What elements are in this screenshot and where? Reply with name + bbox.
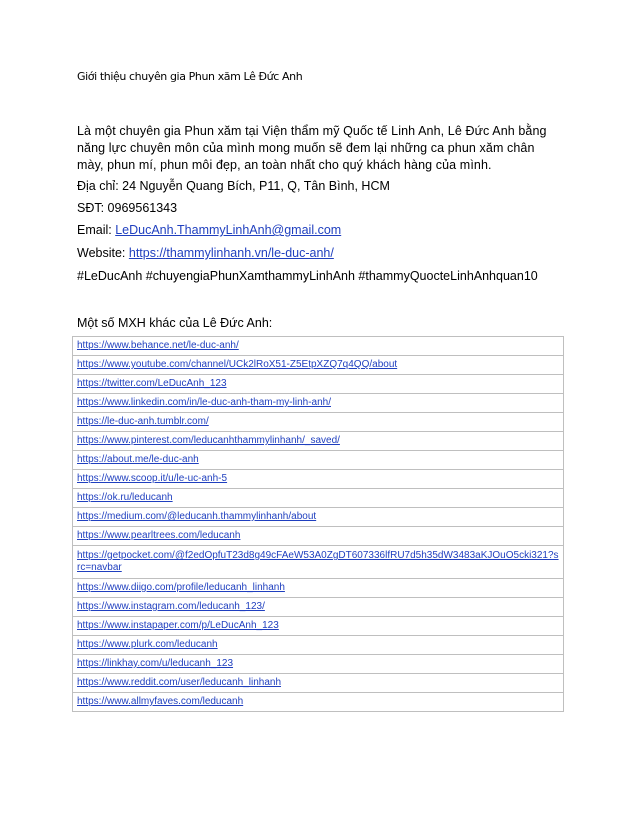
table-row <box>73 508 564 527</box>
email-line <box>77 223 341 237</box>
email-link[interactable]: LeDucAnh.ThammyLinhAnh@gmail.com <box>115 223 342 237</box>
social-link[interactable]: https://medium.com/@leducanh.thammylinhanh/about <box>73 508 564 527</box>
table-row <box>73 636 564 655</box>
social-link[interactable]: https://www.reddit.com/user/leducanh_linhanh <box>73 674 564 693</box>
website-link[interactable]: https://thammylinhanh.vn/le-duc-anh/ <box>128 246 334 260</box>
table-row <box>73 413 564 432</box>
table-row <box>73 375 564 394</box>
document-title: Giới thiệu chuyên gia Phun xăm Lê Đức Anh <box>77 70 303 83</box>
social-link[interactable]: https://www.pearltrees.com/leducanh <box>73 527 564 546</box>
table-row <box>73 579 564 598</box>
social-link[interactable]: https://www.linkedin.com/in/le-duc-anh-tham-my-linh-anh/ <box>73 394 564 413</box>
email-label: Email: <box>77 223 116 237</box>
intro-paragraph: Là một chuyên gia Phun xăm tại Viện thẩm mỹ Quốc tế Linh Anh, Lê Đức Anh bằng năng lực chuyên môn của mình mong muốn sẽ đem lại những ca phun xăm chân mày, phun mí, phun môi đẹp, an toàn nhất cho quý khách hàng của mình. <box>77 124 547 172</box>
social-link[interactable]: https://www.plurk.com/leducanh <box>73 636 564 655</box>
social-link[interactable]: https://getpocket.com/@f2edOpfuT23d8g49cFAeW53A0ZgDT607336lfRU7d5h35dW3483aKJOuO5cki321?src=navbar <box>73 546 564 579</box>
table-row <box>73 394 564 413</box>
social-links-table <box>72 336 564 712</box>
social-link[interactable]: https://twitter.com/LeDucAnh_123 <box>73 375 564 394</box>
table-row <box>73 489 564 508</box>
social-link[interactable]: https://www.instapaper.com/p/LeDucAnh_123 <box>73 617 564 636</box>
table-row <box>73 451 564 470</box>
table-row <box>73 598 564 617</box>
table-row <box>73 527 564 546</box>
table-row <box>73 546 564 579</box>
table-row <box>73 674 564 693</box>
social-link[interactable]: https://www.scoop.it/u/le-uc-anh-5 <box>73 470 564 489</box>
social-link[interactable]: https://le-duc-anh.tumblr.com/ <box>73 413 564 432</box>
social-link[interactable]: https://www.youtube.com/channel/UCk2lRoX51-Z5EtpXZQ7q4QQ/about <box>73 356 564 375</box>
table-row <box>73 337 564 356</box>
address-text: Địa chỉ: 24 Nguyễn Quang Bích, P11, Q, Tân Bình, HCM <box>77 179 390 193</box>
website-label: Website: <box>77 246 129 260</box>
table-row <box>73 693 564 712</box>
social-link[interactable]: https://ok.ru/leducanh <box>73 489 564 508</box>
social-link[interactable]: https://about.me/le-duc-anh <box>73 451 564 470</box>
website-line <box>77 246 334 260</box>
social-link[interactable]: https://linkhay.com/u/leducanh_123 <box>73 655 564 674</box>
social-link[interactable]: https://www.instagram.com/leducanh_123/ <box>73 598 564 617</box>
phone-text: SĐT: 0969561343 <box>77 201 178 215</box>
social-link[interactable]: https://www.pinterest.com/leducanhthammylinhanh/_saved/ <box>73 432 564 451</box>
table-row <box>73 655 564 674</box>
social-link[interactable]: https://www.allmyfaves.com/leducanh <box>73 693 564 712</box>
table-row <box>73 432 564 451</box>
social-link[interactable]: https://www.behance.net/le-duc-anh/ <box>73 337 564 356</box>
social-link[interactable]: https://www.diigo.com/profile/leducanh_linhanh <box>73 579 564 598</box>
table-row <box>73 356 564 375</box>
table-row <box>73 470 564 489</box>
hashtags-text: #LeDucAnh #chuyengiaPhunXamthammyLinhAnh #thammyQuocteLinhAnhquan10 <box>77 269 538 283</box>
table-row <box>73 617 564 636</box>
social-heading: Một số MXH khác của Lê Đức Anh: <box>77 316 273 330</box>
